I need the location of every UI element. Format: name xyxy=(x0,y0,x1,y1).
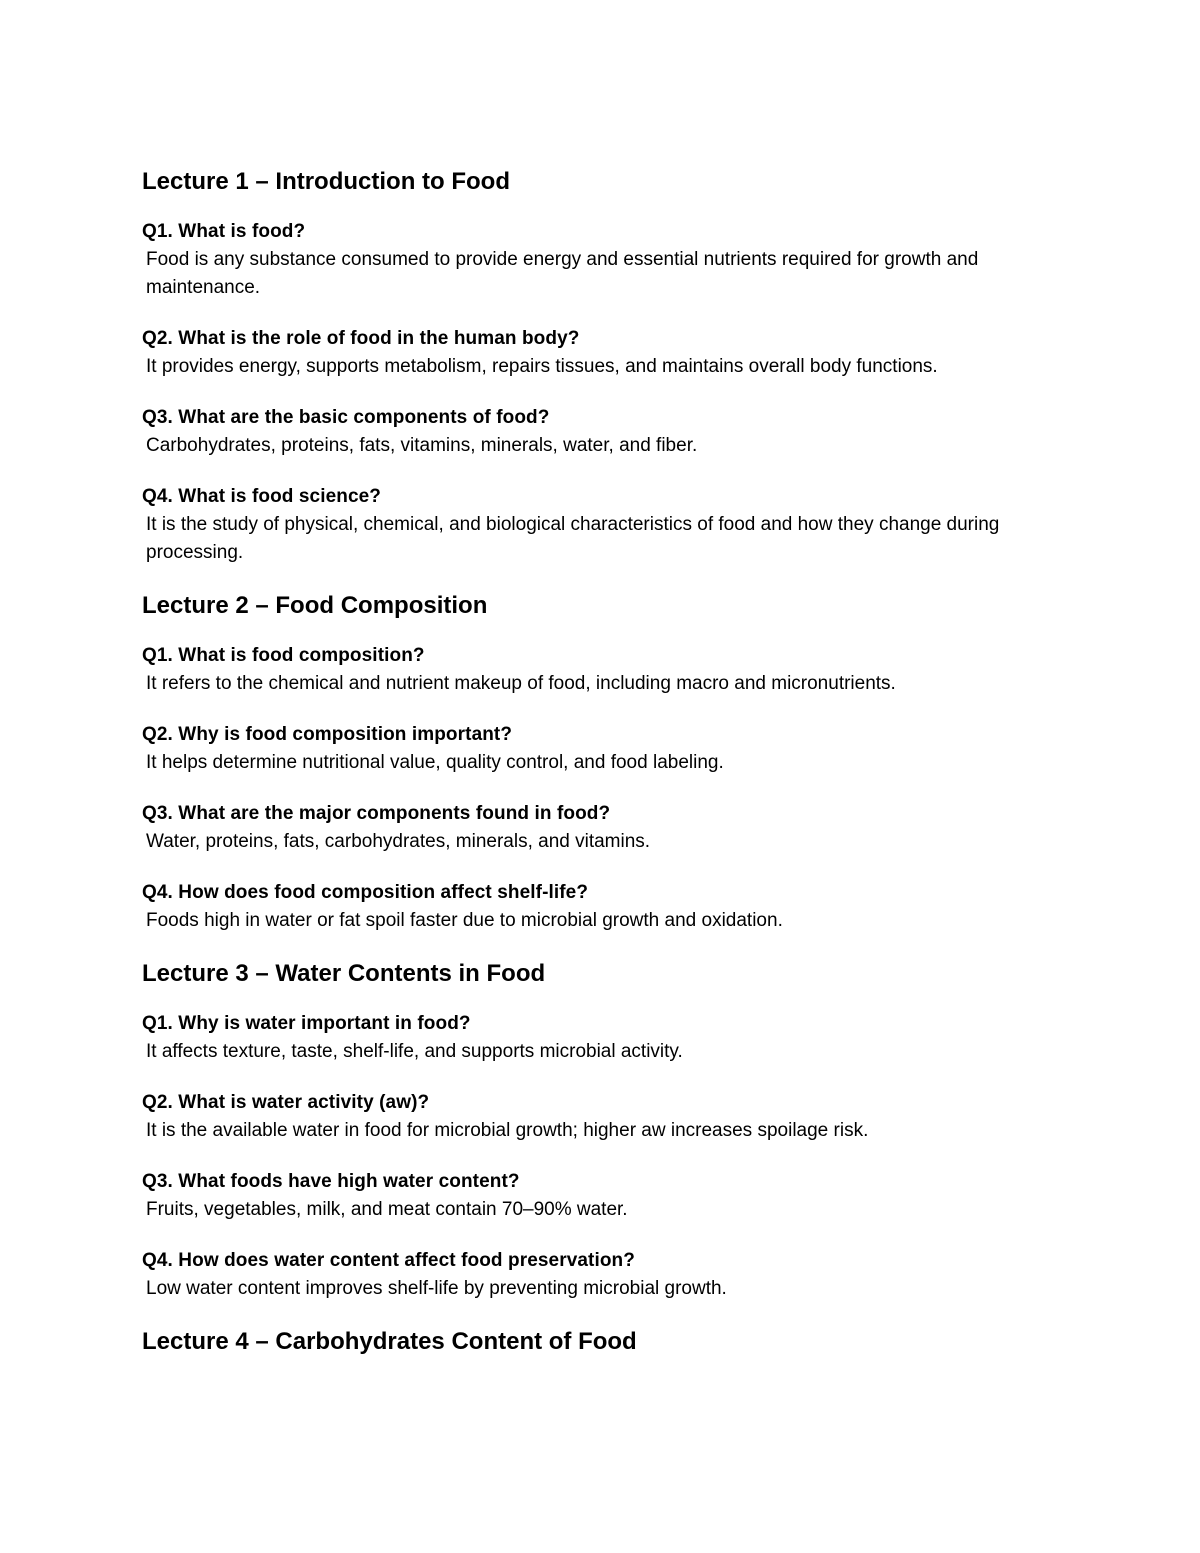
answer: It provides energy, supports metabolism, repairs tissues, and maintains overall body functions. xyxy=(146,356,938,377)
answer: It is the study of physical, chemical, and biological characteristics of food and how they change during processing. xyxy=(146,514,1000,563)
lecture-title: Lecture 1 – Introduction to Food xyxy=(142,168,510,195)
answer: Low water content improves shelf-life by preventing microbial growth. xyxy=(146,1278,727,1299)
qa-item xyxy=(142,218,1062,302)
answer: Foods high in water or fat spoil faster due to microbial growth and oxidation. xyxy=(146,910,783,931)
lecture-title: Lecture 4 – Carbohydrates Content of Food xyxy=(142,1328,637,1355)
lecture-4 xyxy=(142,1326,1062,1358)
answer: Food is any substance consumed to provide energy and essential nutrients required for growth and maintenance. xyxy=(146,249,979,298)
question: Q1. What is food composition? xyxy=(142,645,425,666)
qa-item xyxy=(142,800,1062,856)
question: Q2. What is water activity (aw)? xyxy=(142,1092,430,1113)
qa-item xyxy=(142,404,1062,460)
answer: It affects texture, taste, shelf-life, and supports microbial activity. xyxy=(146,1041,683,1062)
question: Q2. What is the role of food in the human body? xyxy=(142,328,580,349)
answer: Fruits, vegetables, milk, and meat contain 70–90% water. xyxy=(146,1199,628,1220)
qa-item xyxy=(142,1089,1062,1145)
question: Q3. What are the major components found in food? xyxy=(142,803,611,824)
question: Q1. Why is water important in food? xyxy=(142,1013,471,1034)
qa-item xyxy=(142,879,1062,935)
qa-item xyxy=(142,1247,1062,1303)
question: Q1. What is food? xyxy=(142,221,306,242)
answer: Water, proteins, fats, carbohydrates, minerals, and vitamins. xyxy=(146,831,651,852)
lecture-title: Lecture 2 – Food Composition xyxy=(142,592,488,619)
qa-item xyxy=(142,483,1062,567)
lecture-title: Lecture 3 – Water Contents in Food xyxy=(142,960,546,987)
qa-item xyxy=(142,1010,1062,1066)
lecture-3 xyxy=(142,958,1062,1303)
answer: It is the available water in food for microbial growth; higher aw increases spoilage risk. xyxy=(146,1120,869,1141)
question: Q3. What foods have high water content? xyxy=(142,1171,520,1192)
answer: Carbohydrates, proteins, fats, vitamins, minerals, water, and fiber. xyxy=(146,435,698,456)
lecture-1 xyxy=(142,166,1062,567)
qa-item xyxy=(142,325,1062,381)
question: Q4. How does water content affect food preservation? xyxy=(142,1250,635,1271)
qa-item xyxy=(142,642,1062,698)
question: Q3. What are the basic components of food? xyxy=(142,407,550,428)
lecture-2 xyxy=(142,590,1062,935)
document-page xyxy=(142,166,1062,1378)
qa-item xyxy=(142,1168,1062,1224)
question: Q2. Why is food composition important? xyxy=(142,724,513,745)
question: Q4. How does food composition affect shelf-life? xyxy=(142,882,589,903)
answer: It refers to the chemical and nutrient makeup of food, including macro and micronutrients. xyxy=(146,673,896,694)
question: Q4. What is food science? xyxy=(142,486,381,507)
answer: It helps determine nutritional value, quality control, and food labeling. xyxy=(146,752,724,773)
qa-item xyxy=(142,721,1062,777)
